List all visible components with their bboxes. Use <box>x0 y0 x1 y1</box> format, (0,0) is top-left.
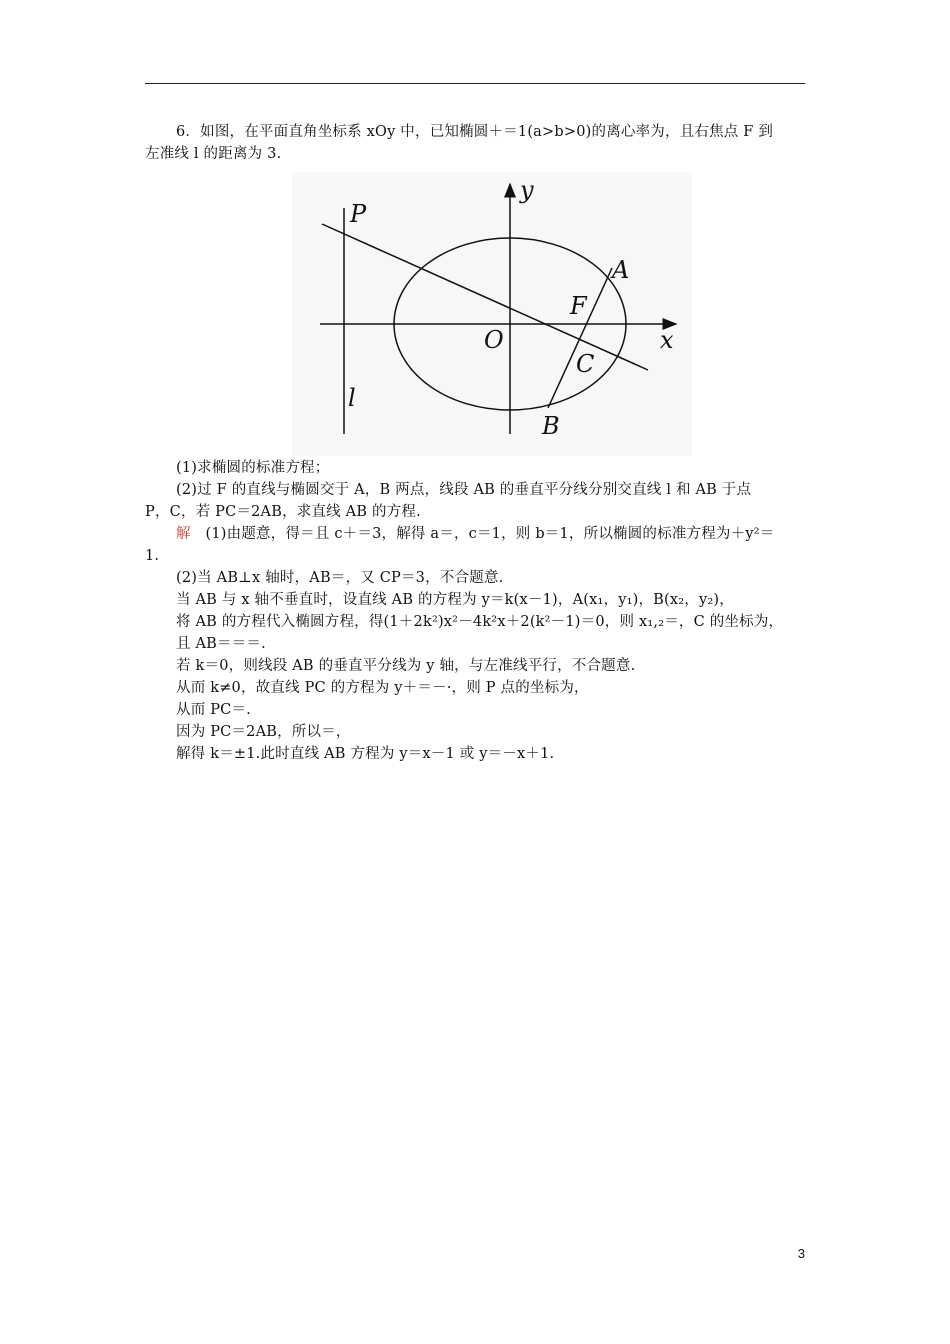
question-2-line-2: P，C，若 PC＝2AB，求直线 AB 的方程. <box>145 504 421 520</box>
label-F: F <box>570 292 587 320</box>
problem-line-1: 6．如图，在平面直角坐标系 xOy 中，已知椭圆＋＝1(a>b>0)的离心率为，且右焦点 F 到 <box>176 124 774 140</box>
label-B: B <box>542 412 560 440</box>
question-2-line-1: (2)过 F 的直线与椭圆交于 A，B 两点，线段 AB 的垂直平分线分别交直线 l 和 AB 于点 <box>176 482 752 498</box>
solution-line-6: 若 k＝0，则线段 AB 的垂直平分线为 y 轴，与左准线平行，不合题意. <box>176 658 636 674</box>
ellipse-figure <box>292 172 692 456</box>
page-number: 3 <box>797 1246 805 1261</box>
label-P: P <box>350 200 367 228</box>
solution-line-3: 当 AB 与 x 轴不垂直时，设直线 AB 的方程为 y＝k(x－1)，A(x₁，y₁)，B(x₂，y₂)， <box>176 592 734 608</box>
chord-AB <box>548 268 612 408</box>
label-y: y <box>520 176 534 204</box>
question-1: (1)求椭圆的标准方程； <box>176 460 330 476</box>
ellipse-diagram <box>292 172 692 456</box>
solution-mark: 解 <box>176 526 191 542</box>
header-rule <box>145 83 805 84</box>
solution-line-9: 因为 PC＝2AB，所以＝， <box>176 724 351 740</box>
solution-line-2: (2)当 AB⊥x 轴时，AB＝，又 CP＝3，不合题意. <box>176 570 504 586</box>
label-l: l <box>348 384 356 412</box>
label-C: C <box>576 350 595 378</box>
solution-part-1: (1)由题意，得＝且 c＋＝3，解得 a＝，c＝1，则 b＝1，所以椭圆的标准方程为＋y²＝ <box>205 526 775 542</box>
solution-line-1b: 1. <box>145 548 160 564</box>
solution-line-4: 将 AB 的方程代入椭圆方程，得(1＋2k²)x²－4k²x＋2(k²－1)＝0，则 x₁,₂＝，C 的坐标为， <box>176 614 784 630</box>
problem-line-2: 左准线 l 的距离为 3. <box>145 146 282 162</box>
solution-line-1 <box>176 523 774 545</box>
solution-line-10: 解得 k＝±1.此时直线 AB 方程为 y＝x－1 或 y＝－x＋1. <box>176 746 555 762</box>
solution-line-5: 且 AB＝＝＝. <box>176 636 266 652</box>
label-x: x <box>660 326 674 354</box>
solution-line-8: 从而 PC＝. <box>176 702 251 718</box>
label-A: A <box>612 256 630 284</box>
solution-line-7: 从而 k≠0，故直线 PC 的方程为 y＋＝－·，则 P 点的坐标为， <box>176 680 589 696</box>
label-O: O <box>484 326 504 354</box>
